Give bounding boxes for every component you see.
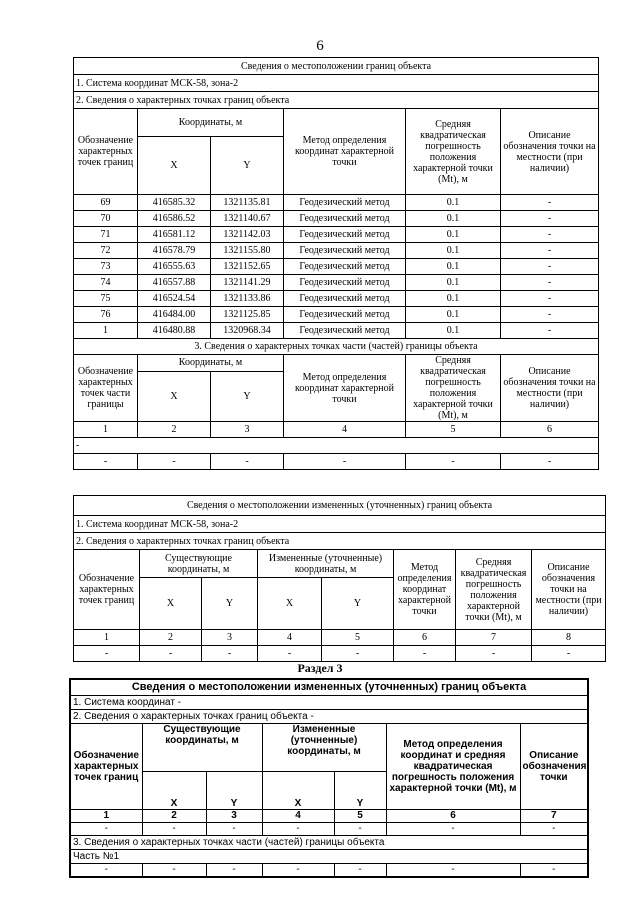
part-label: Часть №1 <box>70 849 588 863</box>
column-number: 1 <box>74 422 138 438</box>
empty-cell: - <box>74 646 140 662</box>
parts-header-description: Описание обозначения точки на местности (при наличии) <box>501 355 599 422</box>
table-row <box>74 195 599 211</box>
empty-cell: - <box>334 822 386 835</box>
table-row <box>74 275 599 291</box>
y-value: 1321152.65 <box>211 259 284 275</box>
point-id: 74 <box>74 275 138 291</box>
column-number: 5 <box>322 630 394 646</box>
header-designation: Обозначение характерных точек границ <box>74 109 138 195</box>
point-id: 69 <box>74 195 138 211</box>
parts-header-method: Метод определения координат характерной точки <box>284 355 406 422</box>
header-coords: Координаты, м <box>138 109 284 137</box>
column-numbers-row <box>70 809 588 822</box>
column-number: 7 <box>520 809 588 822</box>
table-row <box>74 227 599 243</box>
x-value: 416524.54 <box>138 291 211 307</box>
empty-cell: - <box>394 646 456 662</box>
header-y: Y <box>206 771 262 809</box>
empty-cell: - <box>258 646 322 662</box>
empty-cell: - <box>142 863 206 877</box>
point-id: 1 <box>74 323 138 339</box>
parts-section-title: 3. Сведения о характерных точках части (частей) границы объекта <box>74 339 599 355</box>
empty-cell: - <box>386 822 520 835</box>
method-value: Геодезический метод <box>284 243 406 259</box>
header-error: Средняя квадратическая погрешность положения характерной точки (Mt), м <box>406 109 501 195</box>
table-title: Сведения о местоположении измененных (уточненных) границ объекта <box>70 679 588 695</box>
coordinate-system: 1. Система координат - <box>70 695 588 709</box>
x-value: 416586.52 <box>138 211 211 227</box>
method-value: Геодезический метод <box>284 323 406 339</box>
empty-cell: - <box>520 863 588 877</box>
parts-header-designation: Обозначение характерных точек части границы <box>74 355 138 422</box>
column-number: 2 <box>142 809 206 822</box>
method-value: Геодезический метод <box>284 195 406 211</box>
table-row <box>74 243 599 259</box>
empty-cell: - <box>142 822 206 835</box>
point-id: 76 <box>74 307 138 323</box>
column-numbers-row <box>74 630 606 646</box>
method-value: Геодезический метод <box>284 275 406 291</box>
method-value: Геодезический метод <box>284 227 406 243</box>
column-number: 4 <box>284 422 406 438</box>
empty-cell: - <box>138 454 211 470</box>
description-value: - <box>501 323 599 339</box>
empty-cell: - <box>202 646 258 662</box>
table-row <box>70 863 588 877</box>
empty-cell: - <box>140 646 202 662</box>
column-number: 4 <box>258 630 322 646</box>
empty-cell: - <box>211 454 284 470</box>
description-value: - <box>501 243 599 259</box>
header-method: Метод определения координат и средняя квадратическая погрешность положения характерной точки (Mt), м <box>386 723 520 809</box>
table-title: Сведения о местоположении измененных (уточненных) границ объекта <box>74 496 606 516</box>
x-value: 416484.00 <box>138 307 211 323</box>
description-value: - <box>501 227 599 243</box>
empty-cell: - <box>386 863 520 877</box>
header-x: X <box>258 578 322 630</box>
method-value: Геодезический метод <box>284 291 406 307</box>
y-value: 1321155.80 <box>211 243 284 259</box>
table-row <box>74 259 599 275</box>
parts-header-error: Средняя квадратическая погрешность положения характерной точки (Mt), м <box>406 355 501 422</box>
column-number: 3 <box>211 422 284 438</box>
header-designation: Обозначение характерных точек границ <box>74 550 140 630</box>
header-designation: Обозначение характерных точек границ <box>70 723 142 809</box>
section3-table <box>69 678 589 878</box>
column-number: 3 <box>202 630 258 646</box>
point-id: 70 <box>74 211 138 227</box>
x-value: 416480.88 <box>138 323 211 339</box>
x-value: 416555.63 <box>138 259 211 275</box>
method-value: Геодезический метод <box>284 211 406 227</box>
y-value: 1321133.86 <box>211 291 284 307</box>
column-number: 1 <box>74 630 140 646</box>
empty-cell: - <box>501 454 599 470</box>
column-number: 6 <box>501 422 599 438</box>
column-number: 8 <box>532 630 606 646</box>
parts-header-coords: Координаты, м <box>138 355 284 372</box>
column-number: 3 <box>206 809 262 822</box>
header-y: Y <box>211 137 284 195</box>
table-row <box>74 323 599 339</box>
empty-cell: - <box>262 863 334 877</box>
empty-cell: - <box>406 454 501 470</box>
empty-cell: - <box>456 646 532 662</box>
empty-cell: - <box>284 454 406 470</box>
changed-boundaries-table <box>73 495 606 662</box>
header-y: Y <box>334 771 386 809</box>
table-title: Сведения о местоположении границ объекта <box>74 58 599 75</box>
points-section-title: 2. Сведения о характерных точках границ объекта <box>74 92 599 109</box>
column-number: 7 <box>456 630 532 646</box>
boundaries-table <box>73 57 599 470</box>
page-number: 6 <box>316 38 324 54</box>
description-value: - <box>501 259 599 275</box>
empty-cell: - <box>262 822 334 835</box>
error-value: 0.1 <box>406 211 501 227</box>
table-row <box>74 291 599 307</box>
parts-section-title: 3. Сведения о характерных точках части (частей) границы объекта <box>70 835 588 849</box>
table-row <box>74 307 599 323</box>
y-value: 1320968.34 <box>211 323 284 339</box>
y-value: 1321141.29 <box>211 275 284 291</box>
header-x: X <box>262 771 334 809</box>
section-title: Раздел 3 <box>297 661 343 675</box>
header-method: Метод определения координат характерной точки <box>284 109 406 195</box>
empty-cell: - <box>532 646 606 662</box>
description-value: - <box>501 211 599 227</box>
empty-cell: - <box>322 646 394 662</box>
error-value: 0.1 <box>406 323 501 339</box>
header-description: Описание обозначения точки <box>520 723 588 809</box>
column-number: 6 <box>394 630 456 646</box>
point-id: 71 <box>74 227 138 243</box>
point-id: 75 <box>74 291 138 307</box>
table-row <box>70 822 588 835</box>
coordinate-system: 1. Система координат МСК-58, зона-2 <box>74 75 599 92</box>
x-value: 416581.12 <box>138 227 211 243</box>
column-numbers-row <box>74 422 599 438</box>
method-value: Геодезический метод <box>284 259 406 275</box>
header-changed: Измененные (уточненные) координаты, м <box>262 723 386 771</box>
parts-header-x: X <box>138 371 211 421</box>
x-value: 416585.32 <box>138 195 211 211</box>
header-x: X <box>138 137 211 195</box>
error-value: 0.1 <box>406 307 501 323</box>
column-number: 5 <box>334 809 386 822</box>
error-value: 0.1 <box>406 259 501 275</box>
points-section-title: 2. Сведения о характерных точках границ объекта <box>74 533 606 550</box>
error-value: 0.1 <box>406 291 501 307</box>
column-number: 5 <box>406 422 501 438</box>
empty-cell: - <box>74 454 138 470</box>
header-error: Средняя квадратическая погрешность положения характерной точки (Mt), м <box>456 550 532 630</box>
coordinate-system: 1. Система координат МСК-58, зона-2 <box>74 516 606 533</box>
parts-header-y: Y <box>211 371 284 421</box>
empty-cell: - <box>206 863 262 877</box>
point-id: 72 <box>74 243 138 259</box>
header-existing: Существующие координаты, м <box>140 550 258 578</box>
column-number: 4 <box>262 809 334 822</box>
header-x: X <box>140 578 202 630</box>
header-x: X <box>142 771 206 809</box>
column-number: 1 <box>70 809 142 822</box>
empty-cell: - <box>70 822 142 835</box>
empty-cell: - <box>206 822 262 835</box>
description-value: - <box>501 307 599 323</box>
column-number: 6 <box>386 809 520 822</box>
empty-cell: - <box>334 863 386 877</box>
column-number: 2 <box>140 630 202 646</box>
header-existing: Существующие координаты, м <box>142 723 262 771</box>
y-value: 1321135.81 <box>211 195 284 211</box>
error-value: 0.1 <box>406 195 501 211</box>
header-changed: Измененные (уточненные) координаты, м <box>258 550 394 578</box>
header-description: Описание обозначения точки на местности (при наличии) <box>532 550 606 630</box>
error-value: 0.1 <box>406 243 501 259</box>
table-row <box>74 646 606 662</box>
y-value: 1321125.85 <box>211 307 284 323</box>
header-description: Описание обозначения точки на местности (при наличии) <box>501 109 599 195</box>
y-value: 1321140.67 <box>211 211 284 227</box>
header-method: Метод определения координат характерной точки <box>394 550 456 630</box>
header-y: Y <box>202 578 258 630</box>
empty-cell: - <box>520 822 588 835</box>
empty-cell: - <box>70 863 142 877</box>
method-value: Геодезический метод <box>284 307 406 323</box>
points-section-title: 2. Сведения о характерных точках границ объекта - <box>70 709 588 723</box>
table-row <box>74 211 599 227</box>
y-value: 1321142.03 <box>211 227 284 243</box>
description-value: - <box>501 275 599 291</box>
x-value: 416578.79 <box>138 243 211 259</box>
table-row <box>74 454 599 470</box>
description-value: - <box>501 195 599 211</box>
column-number: 2 <box>138 422 211 438</box>
x-value: 416557.88 <box>138 275 211 291</box>
error-value: 0.1 <box>406 275 501 291</box>
part-label: - <box>74 438 599 454</box>
description-value: - <box>501 291 599 307</box>
error-value: 0.1 <box>406 227 501 243</box>
point-id: 73 <box>74 259 138 275</box>
header-y: Y <box>322 578 394 630</box>
